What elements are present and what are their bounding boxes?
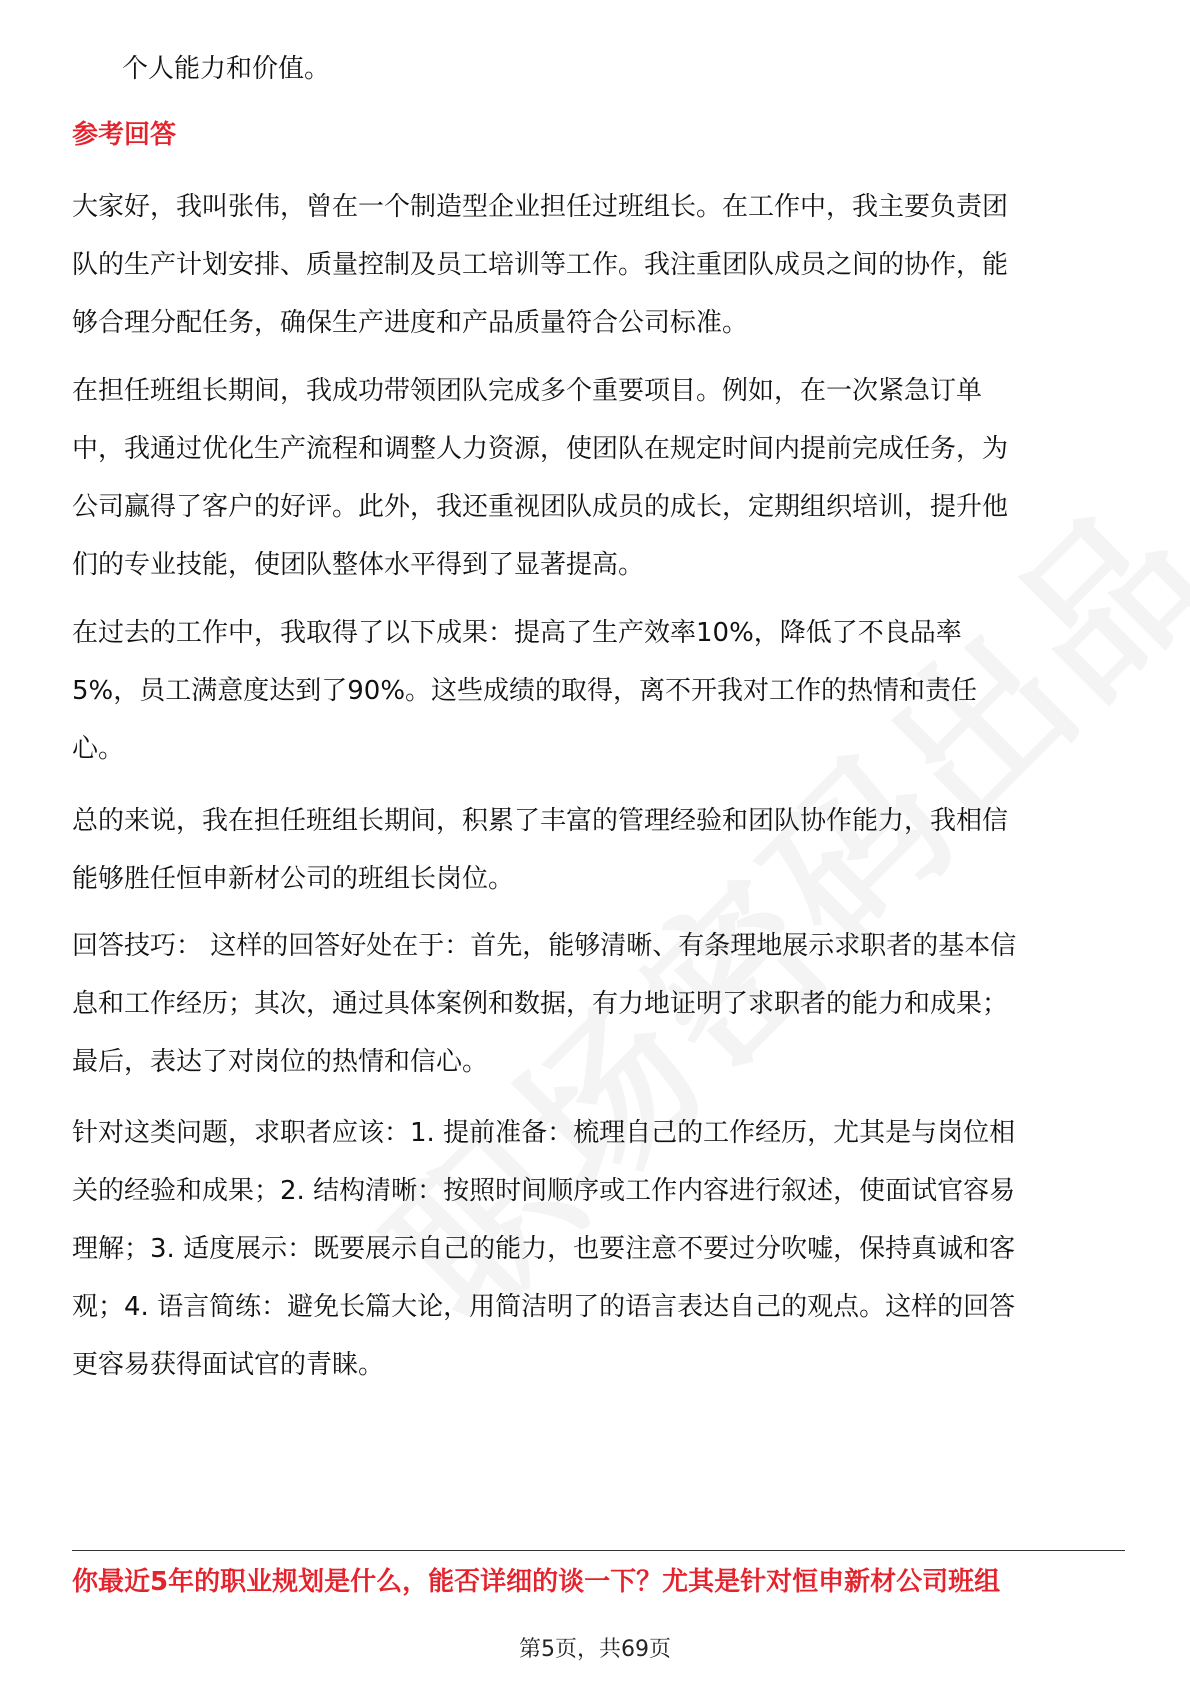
paragraph-line: 们的专业技能，使团队整体水平得到了显著提高。: [72, 550, 645, 580]
paragraph-line: 中，我通过优化生产流程和调整人力资源，使团队在规定时间内提前完成任务，为: [72, 434, 1009, 464]
paragraph-line: 回答技巧： 这样的回答好处在于：首先，能够清晰、有条理地展示求职者的基本信: [72, 931, 1017, 961]
paragraph-line: 针对这类问题，求职者应该：1. 提前准备：梳理自己的工作经历，尤其是与岗位相: [72, 1118, 1016, 1148]
section-heading: 参考回答: [72, 120, 177, 150]
paragraph-line: 队的生产计划安排、质量控制及员工培训等工作。我注重团队成员之间的协作，能: [72, 250, 1009, 280]
paragraph-line: 5%，员工满意度达到了90%。这些成绩的取得，离不开我对工作的热情和责任: [72, 676, 978, 706]
paragraph-achievements: [72, 362, 1132, 594]
paragraph-advice: [72, 1104, 1132, 1394]
paragraph-line: 总的来说，我在担任班组长期间，积累了丰富的管理经验和团队协作能力，我相信: [72, 806, 1009, 836]
paragraph-line: 能够胜任恒申新材公司的班组长岗位。: [72, 864, 515, 894]
paragraph-results: [72, 604, 1132, 778]
paragraph-line: 理解；3. 适度展示：既要展示自己的能力，也要注意不要过分吹嘘，保持真诚和客: [72, 1234, 1016, 1264]
paragraph-line: 大家好，我叫张伟，曾在一个制造型企业担任过班组长。在工作中，我主要负责团: [72, 192, 1009, 222]
page-number: 第5页，共69页: [519, 1637, 671, 1662]
paragraph-answer-tips: [72, 917, 1132, 1091]
paragraph-line: 公司赢得了客户的好评。此外，我还重视团队成员的成长，定期组织培训，提升他: [72, 492, 1009, 522]
paragraph-line: 关的经验和成果；2. 结构清晰：按照时间顺序或工作内容进行叙述，使面试官容易: [72, 1176, 1016, 1206]
paragraph-line: 观；4. 语言简练：避免长篇大论，用简洁明了的语言表达自己的观点。这样的回答: [72, 1292, 1016, 1322]
paragraph-line: 息和工作经历；其次，通过具体案例和数据，有力地证明了求职者的能力和成果；: [72, 989, 1009, 1019]
intro-tail-text: 个人能力和价值。: [122, 54, 331, 84]
paragraph-line: 够合理分配任务，确保生产进度和产品质量符合公司标准。: [72, 308, 749, 338]
paragraph-line: 在过去的工作中，我取得了以下成果：提高了生产效率10%，降低了不良品率: [72, 618, 962, 648]
next-question-heading: 你最近5年的职业规划是什么，能否详细的谈一下？尤其是针对恒申新材公司班组: [72, 1567, 1001, 1597]
paragraph-line: 最后，表达了对岗位的热情和信心。: [72, 1047, 489, 1077]
paragraph-line: 心。: [72, 734, 125, 764]
paragraph-self-intro: [72, 178, 1132, 352]
paragraph-line: 在担任班组长期间，我成功带领团队完成多个重要项目。例如，在一次紧急订单: [72, 376, 983, 406]
section-divider: [72, 1550, 1125, 1551]
paragraph-line: 更容易获得面试官的青睐。: [72, 1350, 385, 1380]
paragraph-summary: [72, 792, 1132, 908]
